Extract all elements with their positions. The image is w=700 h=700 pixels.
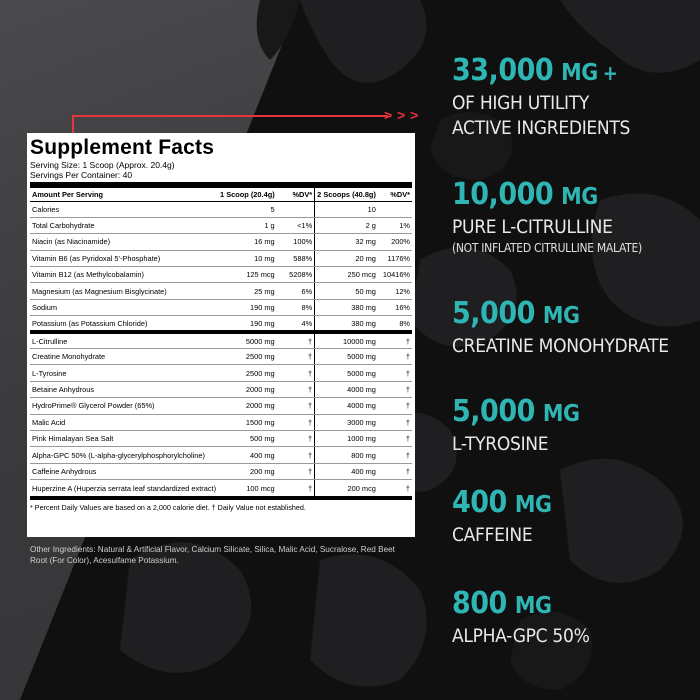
amount-2-scoops: 4000 mg — [315, 381, 378, 397]
amount-2-scoops: 10 — [315, 201, 378, 217]
amount-2-scoops: 3000 mg — [315, 414, 378, 430]
dv-2-scoops: 10416% — [378, 267, 412, 283]
table-row — [30, 234, 412, 250]
amount-1-scoop: 2000 mg — [218, 381, 277, 397]
dv-1-scoop — [277, 201, 315, 217]
table-row — [30, 349, 412, 365]
dv-2-scoops: † — [378, 398, 412, 414]
table-row — [30, 299, 412, 315]
dv-1-scoop: † — [277, 480, 315, 496]
servings-per-container: Servings Per Container: 40 — [30, 170, 133, 180]
table-row — [30, 283, 412, 299]
stat-amount — [452, 394, 579, 432]
stat-subnote: (NOT INFLATED CITRULLINE MALATE) — [452, 241, 642, 255]
amount-2-scoops: 200 mcg — [347, 483, 376, 493]
dv-2-scoops: † — [405, 483, 410, 493]
amount-1-scoop: 190 mg — [218, 316, 277, 332]
dv-1-scoop: † — [277, 398, 315, 414]
stat-block — [452, 485, 551, 548]
amount-1-scoop: 5000 mg — [218, 332, 277, 348]
stat-unit: MG — [561, 60, 598, 86]
nutrient-name: Calories — [30, 201, 218, 217]
footnote: * Percent Daily Values are based on a 2,000 calorie diet. † Daily Value not established. — [30, 496, 412, 512]
amount-1-scoop: 16 mg — [218, 234, 277, 250]
column-header: %DV* — [277, 188, 315, 201]
dv-2-scoops: 200% — [378, 234, 412, 250]
dv-2-scoops: † — [378, 463, 412, 479]
dv-1-scoop: 5208% — [277, 267, 315, 283]
dv-1-scoop: † — [277, 349, 315, 365]
nutrient-name: Vitamin B6 (as Pyridoxal 5'-Phosphate) — [30, 250, 218, 266]
amount-2-scoops: 380 mg — [315, 316, 378, 332]
amount-1-scoop: 5 — [218, 201, 277, 217]
dv-1-scoop: † — [277, 463, 315, 479]
table-row — [30, 480, 412, 496]
dv-2-scoops: † — [378, 430, 412, 446]
column-header: %DV* — [378, 188, 412, 201]
dv-1-scoop: 8% — [277, 299, 315, 315]
dv-1-scoop: 100% — [277, 234, 315, 250]
dv-2-scoops: 12% — [378, 283, 412, 299]
stat-description: CAFFEINE — [452, 524, 533, 546]
supplement-facts-panel — [27, 133, 415, 537]
table-header-row — [30, 188, 412, 201]
other-ingredients: Other Ingredients: Natural & Artificial Flavor, Calcium Silicate, Silica, Malic Acid, Sucralose, Red Beet Root (For Color), Acesulfame Potassium. — [30, 545, 395, 565]
amount-1-scoop: 10 mg — [218, 250, 277, 266]
stat-description: CREATINE MONOHYDRATE — [452, 335, 669, 357]
amount-2-scoops: 5000 mg — [315, 365, 378, 381]
dv-1-scoop: 4% — [277, 316, 315, 332]
column-header: Amount Per Serving — [30, 188, 218, 201]
amount-1-scoop: 1 g — [218, 217, 277, 233]
table-row — [30, 381, 412, 397]
dv-2-scoops: † — [378, 332, 412, 348]
table-row — [30, 217, 412, 233]
amount-2-scoops: 800 mg — [315, 447, 378, 463]
table-row — [30, 414, 412, 430]
table-row — [30, 398, 412, 414]
amount-2-scoops: 250 mcg — [315, 267, 378, 283]
nutrient-name: L-Citrulline — [30, 332, 218, 348]
table-row — [30, 267, 412, 283]
amount-2-scoops: 10000 mg — [315, 332, 378, 348]
amount-2-scoops: 380 mg — [315, 299, 378, 315]
table-row — [30, 250, 412, 266]
stat-block — [452, 394, 579, 457]
dv-1-scoop: † — [277, 381, 315, 397]
stat-unit: MG — [561, 184, 598, 210]
nutrient-name: L-Tyrosine — [30, 365, 218, 381]
nutrient-name: Betaine Anhydrous — [30, 381, 218, 397]
table-row — [30, 316, 412, 332]
stat-number: 10,000 — [452, 177, 554, 212]
dv-2-scoops: † — [378, 349, 412, 365]
facts-title: Supplement Facts — [30, 136, 215, 159]
stat-block — [452, 586, 590, 649]
amount-1-scoop: 190 mg — [218, 299, 277, 315]
dv-2-scoops: † — [378, 447, 412, 463]
table-row — [30, 447, 412, 463]
nutrient-name: Caffeine Anhydrous — [30, 463, 218, 479]
chevron-right-icon: > — [410, 107, 419, 123]
dv-2-scoops: 1176% — [378, 250, 412, 266]
stat-unit: MG — [514, 593, 552, 619]
nutrient-name: Total Carbohydrate — [30, 217, 218, 233]
dv-1-scoop: † — [277, 430, 315, 446]
column-header: 1 Scoop (20.4g) — [218, 188, 277, 201]
stat-amount — [452, 53, 630, 91]
nutrient-name: HydroPrime® Glycerol Powder (65%) — [30, 398, 218, 414]
amount-2-scoops: 1000 mg — [315, 430, 378, 446]
stat-description: OF HIGH UTILITY — [452, 92, 590, 114]
dv-2-scoops: 8% — [378, 316, 412, 332]
stat-unit: MG — [542, 401, 580, 427]
amount-2-scoops: 32 mg — [315, 234, 378, 250]
nutrient-name: Vitamin B12 (as Methylcobalamin) — [30, 267, 218, 283]
stat-unit: MG — [542, 303, 580, 329]
amount-1-scoop: 2000 mg — [218, 398, 277, 414]
dv-2-scoops: † — [378, 365, 412, 381]
table-row — [30, 365, 412, 381]
stat-block — [452, 296, 669, 359]
dv-1-scoop: 6% — [277, 283, 315, 299]
nutrient-name: Alpha-GPC 50% (L-alpha-glycerylphosphorylcholine) — [30, 447, 218, 463]
stat-amount — [452, 485, 551, 523]
stat-number: 5,000 — [452, 296, 535, 331]
amount-2-scoops: 50 mg — [315, 283, 378, 299]
dv-1-scoop: † — [277, 414, 315, 430]
amount-2-scoops: 400 mg — [315, 463, 378, 479]
dv-2-scoops: † — [378, 414, 412, 430]
dv-1-scoop: † — [277, 365, 315, 381]
dv-2-scoops — [378, 201, 412, 217]
dv-2-scoops: 1% — [378, 217, 412, 233]
arrow-connector-horizontal — [72, 115, 388, 117]
amount-2-scoops: 5000 mg — [315, 349, 378, 365]
stat-number: 400 — [452, 485, 507, 520]
stat-amount — [452, 177, 642, 215]
dv-1-scoop: 588% — [277, 250, 315, 266]
stat-plus: + — [602, 61, 618, 85]
table-row — [30, 463, 412, 479]
dv-1-scoop: <1% — [277, 217, 315, 233]
table-row — [30, 430, 412, 446]
stat-description: PURE L-CITRULLINE — [452, 216, 613, 238]
nutrient-name: Pink Himalayan Sea Salt — [30, 430, 218, 446]
nutrient-name: Potassium (as Potassium Chloride) — [30, 316, 218, 332]
column-header: 2 Scoops (40.8g) — [315, 188, 378, 201]
stat-block — [452, 177, 642, 256]
stat-description: L-TYROSINE — [452, 433, 549, 455]
stat-description: ACTIVE INGREDIENTS — [452, 117, 631, 139]
serving-size: Serving Size: 1 Scoop (Approx. 20.4g) — [30, 160, 175, 170]
facts-table — [30, 188, 412, 496]
amount-1-scoop: 25 mg — [218, 283, 277, 299]
stat-number: 33,000 — [452, 53, 554, 88]
amount-2-scoops: 20 mg — [315, 250, 378, 266]
chevron-right-icon: > — [397, 107, 406, 123]
stat-amount — [452, 586, 590, 624]
amount-1-scoop: 500 mg — [218, 430, 277, 446]
arrow-connector-vertical — [72, 116, 74, 134]
stat-number: 5,000 — [452, 394, 535, 429]
table-row — [30, 332, 412, 348]
chevron-right-icon: > — [384, 107, 393, 123]
amount-1-scoop: 2500 mg — [218, 365, 277, 381]
dv-1-scoop: † — [277, 447, 315, 463]
nutrient-name: Creatine Monohydrate — [30, 349, 218, 365]
stat-description: ALPHA-GPC 50% — [452, 625, 590, 647]
nutrient-name: Magnesium (as Magnesium Bisglycinate) — [30, 283, 218, 299]
stat-block — [452, 53, 630, 141]
nutrient-name: Huperzine A (Huperzia serrata leaf standardized extract) — [32, 483, 217, 493]
stat-amount — [452, 296, 669, 334]
dv-1-scoop: † — [277, 332, 315, 348]
table-row — [30, 201, 412, 217]
amount-1-scoop: 1500 mg — [218, 414, 277, 430]
amount-1-scoop: 2500 mg — [218, 349, 277, 365]
amount-1-scoop: 125 mcg — [218, 267, 277, 283]
amount-2-scoops: 2 g — [315, 217, 378, 233]
amount-2-scoops: 4000 mg — [315, 398, 378, 414]
amount-1-scoop: 100 mcg — [246, 483, 275, 493]
dv-2-scoops: 16% — [378, 299, 412, 315]
amount-1-scoop: 400 mg — [218, 447, 277, 463]
amount-1-scoop: 200 mg — [218, 463, 277, 479]
nutrient-name: Malic Acid — [30, 414, 218, 430]
stat-number: 800 — [452, 586, 507, 621]
dv-2-scoops: † — [378, 381, 412, 397]
stat-unit: MG — [514, 492, 552, 518]
nutrient-name: Sodium — [30, 299, 218, 315]
nutrient-name: Niacin (as Niacinamide) — [30, 234, 218, 250]
